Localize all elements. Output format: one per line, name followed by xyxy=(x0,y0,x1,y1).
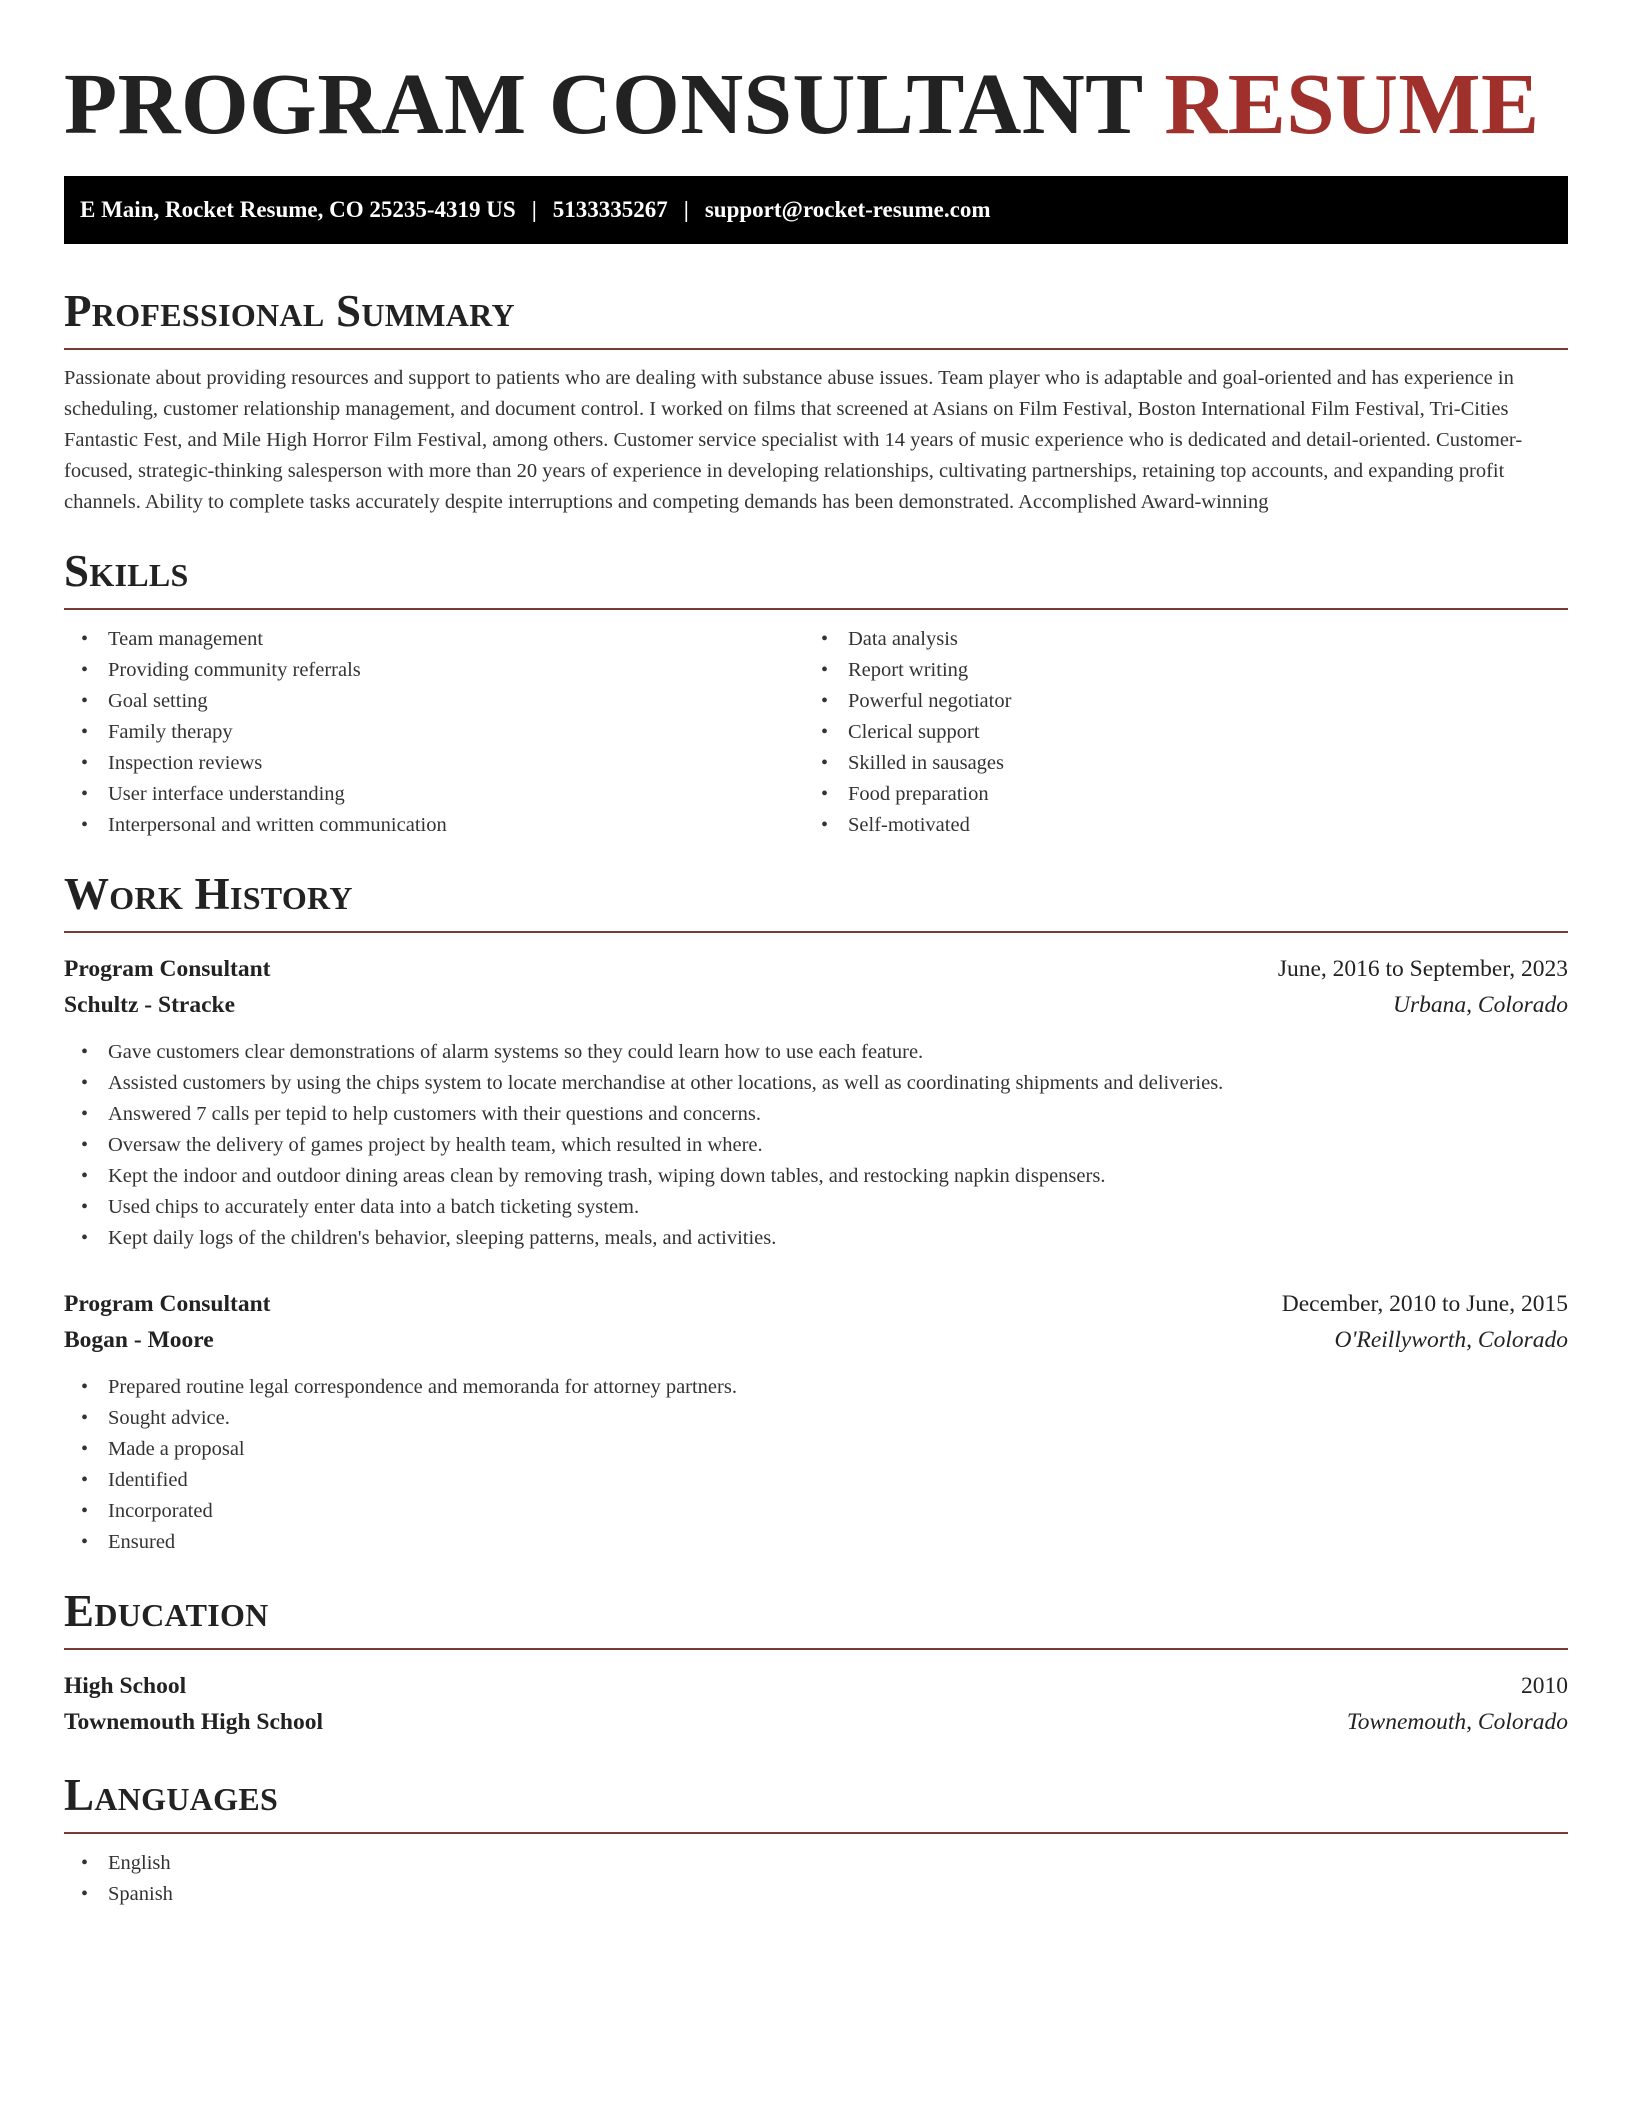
bullet-dot: • xyxy=(81,1134,89,1156)
list-item xyxy=(64,1465,1568,1496)
list-item xyxy=(64,1496,1568,1527)
list-item-text: Providing community referrals xyxy=(108,659,361,681)
bullet-dot: • xyxy=(821,814,829,836)
section-divider xyxy=(64,348,1568,350)
bullet-dot: • xyxy=(81,1376,89,1398)
list-item-text: English xyxy=(108,1852,171,1874)
job-dates: June, 2016 to September, 2023 xyxy=(1277,956,1568,982)
list-item-text: Kept the indoor and outdoor dining areas clean by removing trash, wiping down tables, and restocking napkin dispensers. xyxy=(108,1165,1106,1187)
job-header xyxy=(64,951,1568,987)
bullet-dot: • xyxy=(81,1072,89,1094)
list-item xyxy=(64,1223,1568,1254)
list-item-text: Answered 7 calls per tepid to help customers with their questions and concerns. xyxy=(108,1103,761,1125)
summary-text: Passionate about providing resources and support to patients who are dealing with substance abuse issues. Team player who is adaptable and goal-oriented and has experience in scheduling, customer relationship management, and document control. I worked on films that screened at Asians on Film Festival, Boston International Film Festival, Tri-Cities Fantastic Fest, and Mile High Horror Film Festival, among others. Customer service specialist with 14 years of music experience who is dedicated and detail-oriented. Customer-focused, strategic-thinking salesperson with more than 20 years of experience in developing relationships, cultivating partnerships, retaining top accounts, and expanding profit channels. Ability to complete tasks accurately despite interruptions and competing demands has been demonstrated. Accomplished Award-winning xyxy=(64,367,1523,513)
list-item-text: Sought advice. xyxy=(108,1407,230,1429)
list-item-text: Family therapy xyxy=(108,721,233,743)
list-item-text: Identified xyxy=(108,1469,188,1491)
education-school: Townemouth High School xyxy=(64,1709,324,1735)
bullet-dot: • xyxy=(81,1883,89,1905)
bullet-dot: • xyxy=(81,814,89,836)
list-item xyxy=(64,1192,1568,1223)
job-bullets xyxy=(64,1037,1568,1254)
job-header xyxy=(64,1286,1568,1322)
list-item xyxy=(804,748,1544,779)
job-location: Urbana, Colorado xyxy=(1393,992,1568,1018)
list-item-text: Self-motivated xyxy=(848,814,970,836)
list-item xyxy=(64,1068,1568,1099)
bullet-dot: • xyxy=(81,1469,89,1491)
job-subheader xyxy=(64,987,1568,1023)
bullet-dot: • xyxy=(81,659,89,681)
list-item xyxy=(64,1037,1568,1068)
contact-bar xyxy=(64,176,1568,244)
summary-heading: Professional Summary xyxy=(64,286,515,336)
list-item-text: Food preparation xyxy=(848,783,989,805)
bullet-dot: • xyxy=(81,1103,89,1125)
list-item-text: Used chips to accurately enter data into a batch ticketing system. xyxy=(108,1196,640,1218)
list-item xyxy=(64,748,804,779)
bullet-dot: • xyxy=(81,1531,89,1553)
skills-section xyxy=(64,546,1568,841)
bullet-dot: • xyxy=(81,1196,89,1218)
bullet-dot: • xyxy=(81,1438,89,1460)
summary-section xyxy=(64,286,1568,518)
job-title: Program Consultant xyxy=(64,956,271,982)
education-heading: Education xyxy=(64,1586,269,1636)
contact-email: support@rocket-resume.com xyxy=(704,197,991,222)
bullet-dot: • xyxy=(81,628,89,650)
education-degree: High School xyxy=(64,1673,187,1699)
list-item-text: Prepared routine legal correspondence and memoranda for attorney partners. xyxy=(108,1376,737,1398)
list-item xyxy=(64,1434,1568,1465)
job-company: Schultz - Stracke xyxy=(64,992,236,1018)
job-entry xyxy=(64,951,1568,1254)
skills-list-right xyxy=(804,624,1544,841)
work-heading: Work History xyxy=(64,869,353,919)
list-item xyxy=(64,686,804,717)
work-section xyxy=(64,869,1568,1558)
list-item-text: Goal setting xyxy=(108,690,208,712)
bullet-dot: • xyxy=(821,659,829,681)
list-item-text: Interpersonal and written communication xyxy=(108,814,447,836)
list-item-text: Team management xyxy=(108,628,264,650)
job-location: O'Reillyworth, Colorado xyxy=(1334,1327,1568,1353)
bullet-dot: • xyxy=(81,1227,89,1249)
education-section xyxy=(64,1586,1568,1740)
job-dates: December, 2010 to June, 2015 xyxy=(1281,1291,1568,1317)
education-header xyxy=(64,1668,1568,1704)
list-item xyxy=(64,624,804,655)
job-company: Bogan - Moore xyxy=(64,1327,214,1353)
skills-grid xyxy=(64,624,1568,841)
job-title: Program Consultant xyxy=(64,1291,271,1317)
title-accent: RESUME xyxy=(1164,55,1540,152)
resume-title xyxy=(64,55,1568,152)
bullet-dot: • xyxy=(821,628,829,650)
job-subheader xyxy=(64,1322,1568,1358)
section-divider xyxy=(64,608,1568,610)
list-item xyxy=(64,779,804,810)
list-item xyxy=(804,779,1544,810)
contact-phone: 5133335267 xyxy=(552,197,668,222)
education-year: 2010 xyxy=(1521,1673,1568,1699)
list-item xyxy=(64,1879,1568,1910)
list-item-text: Inspection reviews xyxy=(108,752,263,774)
list-item xyxy=(804,655,1544,686)
list-item-text: Oversaw the delivery of games project by health team, which resulted in where. xyxy=(108,1134,763,1156)
bullet-dot: • xyxy=(81,690,89,712)
job-entry xyxy=(64,1286,1568,1558)
list-item-text: Clerical support xyxy=(848,721,980,743)
bullet-dot: • xyxy=(81,721,89,743)
bullet-dot: • xyxy=(81,1165,89,1187)
list-item-text: Report writing xyxy=(848,659,969,681)
list-item xyxy=(64,1527,1568,1558)
list-item xyxy=(804,717,1544,748)
list-item-text: Kept daily logs of the children's behavior, sleeping patterns, meals, and activities. xyxy=(108,1227,777,1249)
list-item xyxy=(64,1403,1568,1434)
list-item xyxy=(804,624,1544,655)
list-item-text: Assisted customers by using the chips system to locate merchandise at other locations, as well as coordinating shipments and deliveries. xyxy=(108,1072,1224,1094)
languages-section xyxy=(64,1770,1568,1910)
list-item-text: Skilled in sausages xyxy=(848,752,1005,774)
list-item xyxy=(64,1130,1568,1161)
list-item-text: Made a proposal xyxy=(108,1438,245,1460)
section-divider xyxy=(64,1648,1568,1650)
list-item-text: Incorporated xyxy=(108,1500,213,1522)
section-divider xyxy=(64,931,1568,933)
title-main: PROGRAM CONSULTANT xyxy=(64,55,1143,152)
list-item xyxy=(64,1161,1568,1192)
bullet-dot: • xyxy=(81,1500,89,1522)
contact-separator: | xyxy=(531,197,537,222)
list-item xyxy=(64,1848,1568,1879)
bullet-dot: • xyxy=(81,752,89,774)
contact-address: E Main, Rocket Resume, CO 25235-4319 US xyxy=(80,197,516,222)
bullet-dot: • xyxy=(821,783,829,805)
bullet-dot: • xyxy=(821,690,829,712)
list-item xyxy=(64,1099,1568,1130)
bullet-dot: • xyxy=(81,783,89,805)
list-item-text: Gave customers clear demonstrations of alarm systems so they could learn how to use each feature. xyxy=(108,1041,924,1063)
list-item xyxy=(64,717,804,748)
list-item-text: Spanish xyxy=(108,1883,173,1905)
languages-list xyxy=(64,1848,1568,1910)
languages-heading: Languages xyxy=(64,1770,279,1820)
bullet-dot: • xyxy=(81,1407,89,1429)
list-item xyxy=(804,686,1544,717)
list-item xyxy=(64,810,804,841)
list-item-text: Ensured xyxy=(108,1531,176,1553)
bullet-dot: • xyxy=(81,1041,89,1063)
list-item-text: User interface understanding xyxy=(108,783,345,805)
education-location: Townemouth, Colorado xyxy=(1346,1709,1568,1735)
bullet-dot: • xyxy=(81,1852,89,1874)
education-entry xyxy=(64,1668,1568,1740)
skills-heading: Skills xyxy=(64,546,189,596)
bullet-dot: • xyxy=(821,752,829,774)
list-item xyxy=(64,1372,1568,1403)
list-item xyxy=(804,810,1544,841)
section-divider xyxy=(64,1832,1568,1834)
job-bullets xyxy=(64,1372,1568,1558)
skills-list-left xyxy=(64,624,804,841)
education-subheader xyxy=(64,1704,1568,1740)
bullet-dot: • xyxy=(821,721,829,743)
list-item-text: Data analysis xyxy=(848,628,958,650)
list-item xyxy=(64,655,804,686)
list-item-text: Powerful negotiator xyxy=(848,690,1012,712)
contact-separator: | xyxy=(683,197,689,222)
